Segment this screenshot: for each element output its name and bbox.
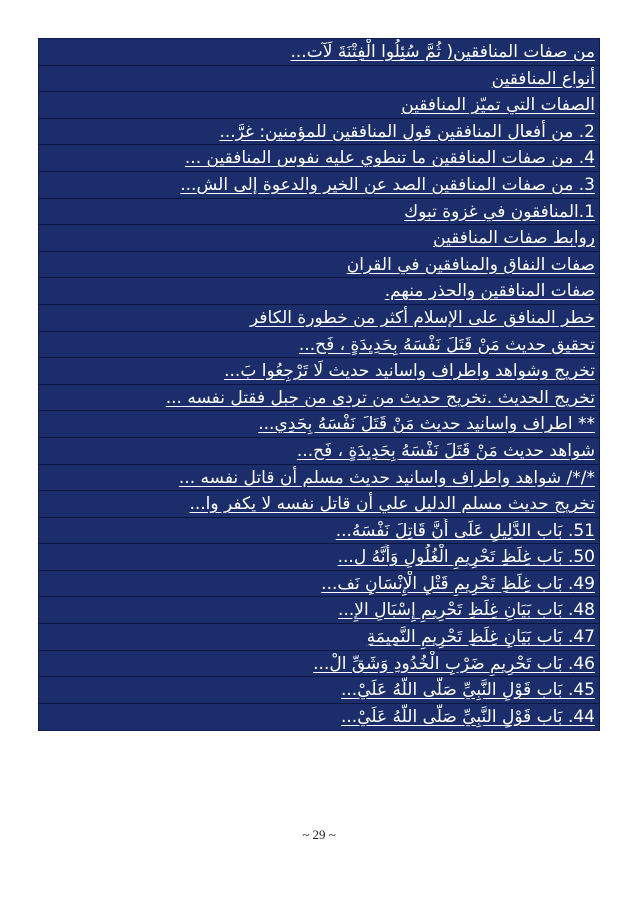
list-item-link[interactable]: */*/ شواهد واطراف واسانيد حديث مسلم أن قاتل نفسه ... (178, 467, 595, 488)
list-item (39, 172, 599, 199)
list-item (39, 66, 599, 93)
list-item-link[interactable]: 50. بَاب غِلَظِ تَحْرِيمِ الْغُلُولِ وَأَنَّهُ ل... (337, 547, 595, 568)
list-item-link[interactable]: 3. من صفات المنافقين الصد عن الخير والدعوة إلى الش... (180, 174, 595, 195)
list-item (39, 332, 599, 359)
page-number: ~ 29 ~ (302, 827, 336, 842)
list-item-link[interactable]: صفات المنافقين والحذر منهم. (384, 281, 595, 302)
list-item-link[interactable]: 1.المنافقون في غزوة تبوك (404, 201, 595, 222)
list-item (39, 305, 599, 332)
list-item-link[interactable]: 2. من أفعال المنافقين قول المنافقين للمؤمنين: غرَّ... (219, 121, 595, 142)
list-item (39, 544, 599, 571)
list-item (39, 358, 599, 385)
list-item-link[interactable]: خطر المنافق على الإسلام أكثر من خطورة الكافر (250, 307, 595, 328)
list-item-link[interactable]: 51. بَاب الدَّلِيلِ عَلَى أَنَّ قَاتِلَ نَفْسَهُ... (335, 520, 595, 541)
list-item-link[interactable]: ** اطراف واسانيد حديث مَنْ قَتَلَ نَفْسَهُ بِحَدِي... (258, 414, 595, 435)
list-item-link[interactable]: 47. بَاب بَيَانِ غِلَظِ تَحْرِيمِ النَّمِيمَةِ (366, 627, 595, 648)
list-item (39, 677, 599, 704)
list-item (39, 491, 599, 518)
list-item (39, 465, 599, 492)
list-item-link[interactable]: أنواع المنافقين (491, 68, 595, 89)
list-item-link[interactable]: 49. بَاب غِلَظِ تَحْرِيمِ قَتْلِ الْإِنْسَانِ نَف... (321, 573, 595, 594)
list-item (39, 199, 599, 226)
list-item (39, 385, 599, 412)
list-item (39, 119, 599, 146)
link-list (38, 38, 600, 731)
list-item (39, 597, 599, 624)
list-item (39, 571, 599, 598)
list-item (39, 278, 599, 305)
list-item-link[interactable]: تخريج الحديث .تخريج حديث من تردى من جبل فقتل نفسه ... (165, 387, 595, 408)
list-item-link[interactable]: 44. بَاب قَوْلِ النَّبِيِّ صَلَّى اللَّهُ عَلَيْ... (340, 706, 595, 727)
list-item (39, 39, 599, 66)
list-item-link[interactable]: من صفات المنافقين( ثُمَّ سُئِلُوا الْفِتْنَةَ لَآت... (290, 42, 595, 62)
list-item (39, 252, 599, 279)
list-item (39, 438, 599, 465)
list-item-link[interactable]: 46. بَاب تَحْرِيمِ ضَرْبِ الْخُدُودِ وَشَقِّ الْ... (313, 653, 595, 674)
list-item-link[interactable]: الصفات التي تميّز المنافقين (401, 95, 595, 116)
list-item-link[interactable]: 48. بَاب بَيَانِ غِلَظِ تَحْرِيمِ إِسْبَالِ الإِ... (338, 600, 595, 621)
list-item-link[interactable]: روابط صفات المنافقين (433, 228, 595, 249)
list-item-link[interactable]: تحقيق حديث مَنْ قَتَلَ نَفْسَهُ بِحَدِيدَةٍ ، فَح... (298, 334, 595, 355)
list-item-link[interactable]: 45. بَاب قَوْلِ النَّبِيِّ صَلَّى اللَّهُ عَلَيْ... (340, 680, 595, 701)
list-item-link[interactable]: تخريج وشواهد واطراف واسانيد حديث لَا تَرْجِعُوا بَ... (224, 361, 595, 382)
list-item (39, 704, 599, 731)
list-item (39, 92, 599, 119)
list-item-link[interactable]: صفات النفاق والمنافقين في القران (346, 254, 595, 275)
list-item (39, 225, 599, 252)
list-item (39, 145, 599, 172)
list-item (39, 518, 599, 545)
list-item-link[interactable]: 4. من صفات المنافقين ما تنطوي عليه نفوس المنافقين ... (184, 148, 595, 169)
list-item (39, 651, 599, 678)
list-item-link[interactable]: تخريج حديث مسلم الدليل علي أن قاتل نفسه لا يكفر وا... (189, 494, 595, 515)
list-item-link[interactable]: شواهد حديث مَنْ قَتَلَ نَفْسَهُ بِحَدِيدَةٍ ، فَح... (296, 440, 595, 461)
list-item (39, 411, 599, 438)
list-item (39, 624, 599, 651)
